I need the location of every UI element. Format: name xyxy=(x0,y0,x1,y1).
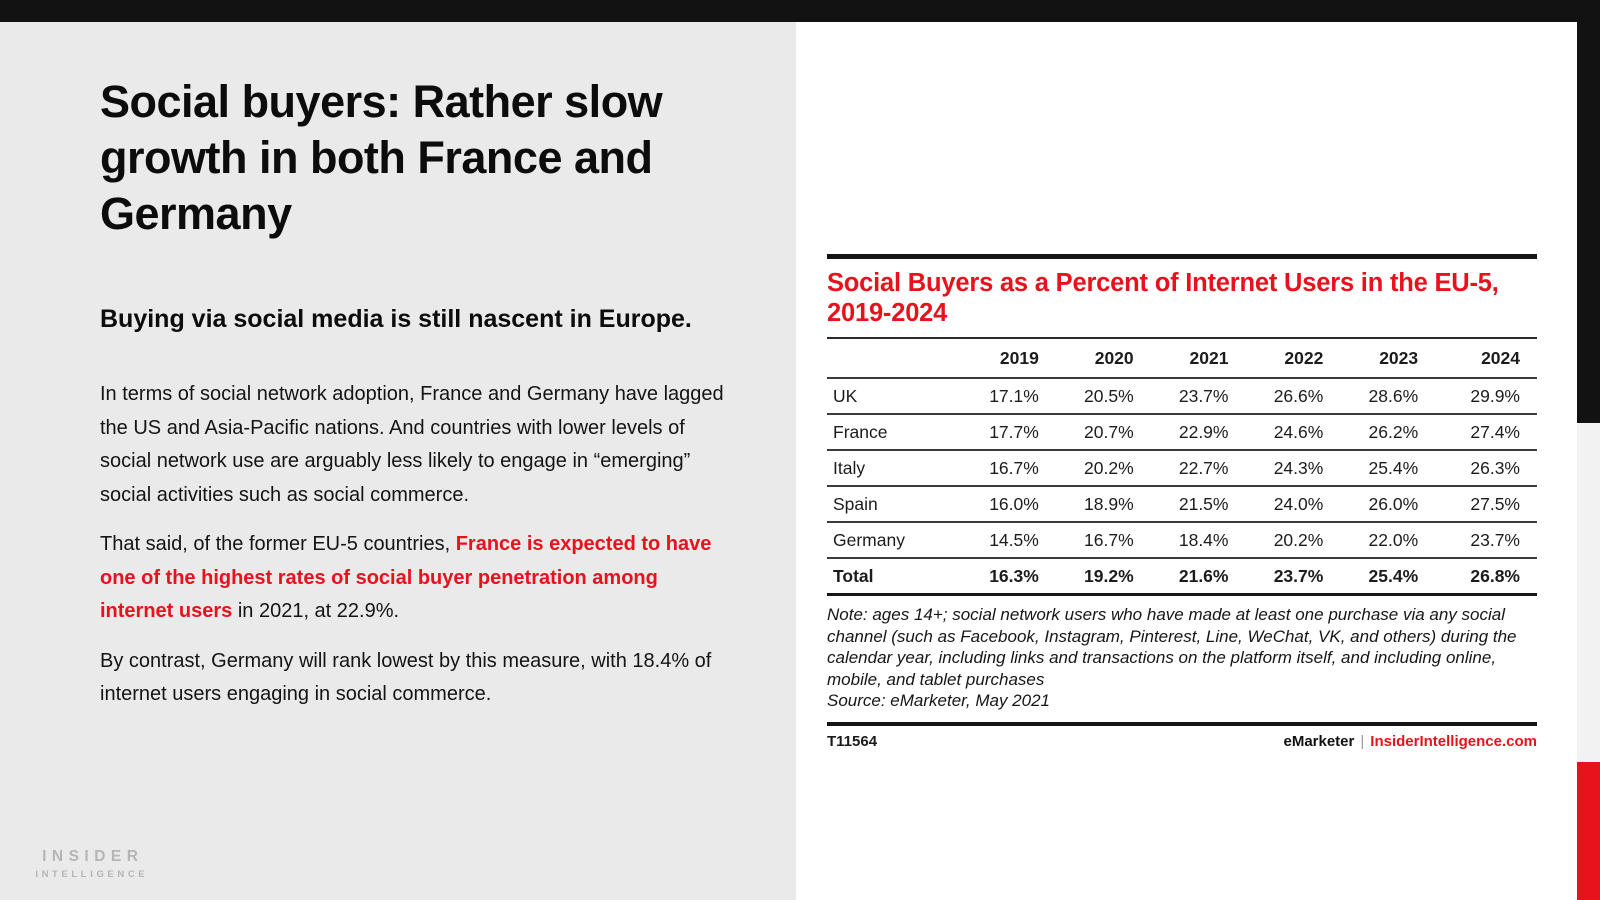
table-row xyxy=(827,378,1537,414)
header-year: 2024 xyxy=(1481,348,1520,368)
insider-intelligence-logo xyxy=(28,848,152,880)
branding xyxy=(1283,733,1537,750)
cell-value: 14.5% xyxy=(968,522,1063,558)
cell-value: 16.7% xyxy=(968,450,1063,486)
slide-subtitle: Buying via social media is still nascent in Europe. xyxy=(100,305,692,333)
chart-title: Social Buyers as a Percent of Internet Users in the EU-5, 2019-2024 xyxy=(827,269,1499,327)
chart-panel xyxy=(796,22,1577,900)
row-label: France xyxy=(827,414,968,450)
cell-value: 27.5% xyxy=(1442,486,1537,522)
cell-value: 24.0% xyxy=(1252,486,1347,522)
table-body xyxy=(827,378,1537,595)
header-year: 2019 xyxy=(999,348,1039,368)
right-edge-black-bar xyxy=(1577,0,1600,423)
cell-value: 20.7% xyxy=(1063,414,1158,450)
cell-value: 20.5% xyxy=(1063,378,1158,414)
chart-top-rule xyxy=(827,254,1537,259)
header-year: 2023 xyxy=(1379,348,1419,368)
chart-footer xyxy=(827,733,1537,750)
cell-value: 22.0% xyxy=(1347,522,1442,558)
cell-value: 20.2% xyxy=(1063,450,1158,486)
branding-separator: | xyxy=(1360,732,1365,750)
cell-value: 20.2% xyxy=(1252,522,1347,558)
header-row xyxy=(827,339,1537,378)
cell-value: 17.1% xyxy=(968,378,1063,414)
left-text-panel xyxy=(0,22,796,900)
top-black-bar xyxy=(0,0,1600,22)
cell-value: 26.3% xyxy=(1442,450,1537,486)
cell-value: 25.4% xyxy=(1347,450,1442,486)
paragraph-2-prefix: That said, of the former EU-5 countries, xyxy=(100,533,456,555)
chart-id: T11564 xyxy=(827,732,878,750)
cell-value: 16.3% xyxy=(968,558,1063,595)
left-content xyxy=(0,22,796,712)
right-edge-gray-strip xyxy=(1577,423,1600,762)
insiderintelligence-link[interactable]: InsiderIntelligence.com xyxy=(1370,732,1537,750)
table-row-total xyxy=(827,558,1537,595)
chart-source: Source: eMarketer, May 2021 xyxy=(827,691,1051,710)
row-label: UK xyxy=(827,378,968,414)
cell-value: 25.4% xyxy=(1347,558,1442,595)
cell-value: 26.6% xyxy=(1252,378,1347,414)
logo-intelligence-text: INTELLIGENCE xyxy=(35,869,149,880)
table-row xyxy=(827,486,1537,522)
cell-value: 24.3% xyxy=(1252,450,1347,486)
row-label: Germany xyxy=(827,522,968,558)
cell-value: 23.7% xyxy=(1158,378,1253,414)
cell-value: 19.2% xyxy=(1063,558,1158,595)
cell-value: 23.7% xyxy=(1442,522,1537,558)
emarketer-wordmark: eMarketer xyxy=(1283,732,1355,750)
cell-value: 24.6% xyxy=(1252,414,1347,450)
header-year: 2020 xyxy=(1094,348,1134,368)
cell-value: 18.9% xyxy=(1063,486,1158,522)
header-year: 2022 xyxy=(1284,348,1324,368)
table-row xyxy=(827,522,1537,558)
chart-note: Note: ages 14+; social network users who have made at least one purchase via any social channel (such as Facebook, Instagram, Pinterest, Line, WeChat, VK, and others) during the calendar year, including links and transactions on the platform itself, and including online, mobile, and tablet purchases xyxy=(827,605,1517,689)
cell-value: 27.4% xyxy=(1442,414,1537,450)
cell-value: 23.7% xyxy=(1252,558,1347,595)
table-row xyxy=(827,450,1537,486)
cell-value: 21.5% xyxy=(1158,486,1253,522)
data-table xyxy=(827,339,1537,596)
table-row xyxy=(827,414,1537,450)
row-label: Italy xyxy=(827,450,968,486)
cell-value: 28.6% xyxy=(1347,378,1442,414)
header-year: 2021 xyxy=(1189,348,1229,368)
cell-value: 29.9% xyxy=(1442,378,1537,414)
cell-value: 26.8% xyxy=(1442,558,1537,595)
cell-value: 17.7% xyxy=(968,414,1063,450)
paragraph-2 xyxy=(100,528,728,629)
paragraph-2-highlight: France is expected to have one of the highest rates of social buyer penetration among internet users xyxy=(100,533,712,622)
cell-value: 26.2% xyxy=(1347,414,1442,450)
chart-card xyxy=(827,254,1537,750)
table-header xyxy=(827,339,1537,378)
chart-bottom-rule xyxy=(827,722,1537,726)
cell-value: 26.0% xyxy=(1347,486,1442,522)
cell-value: 21.6% xyxy=(1158,558,1253,595)
right-edge-red-bar xyxy=(1577,762,1600,900)
cell-value: 22.9% xyxy=(1158,414,1253,450)
row-label: Spain xyxy=(827,486,968,522)
row-label: Total xyxy=(827,558,968,595)
paragraph-1: In terms of social network adoption, France and Germany have lagged the US and Asia-Pacific nations. And countries with lower levels of social network use are arguably less likely to engage in “emerging” social activities such as social commerce. xyxy=(100,383,724,506)
cell-value: 18.4% xyxy=(1158,522,1253,558)
cell-value: 16.7% xyxy=(1063,522,1158,558)
paragraph-3: By contrast, Germany will rank lowest by this measure, with 18.4% of internet users engaging in social commerce. xyxy=(100,649,712,705)
header-country-cell xyxy=(827,339,968,378)
paragraph-2-suffix: in 2021, at 22.9%. xyxy=(232,600,400,622)
cell-value: 22.7% xyxy=(1158,450,1253,486)
cell-value: 16.0% xyxy=(968,486,1063,522)
logo-insider-text: INSIDER xyxy=(42,848,144,865)
slide-title: Social buyers: Rather slow growth in both France and Germany xyxy=(100,76,663,239)
